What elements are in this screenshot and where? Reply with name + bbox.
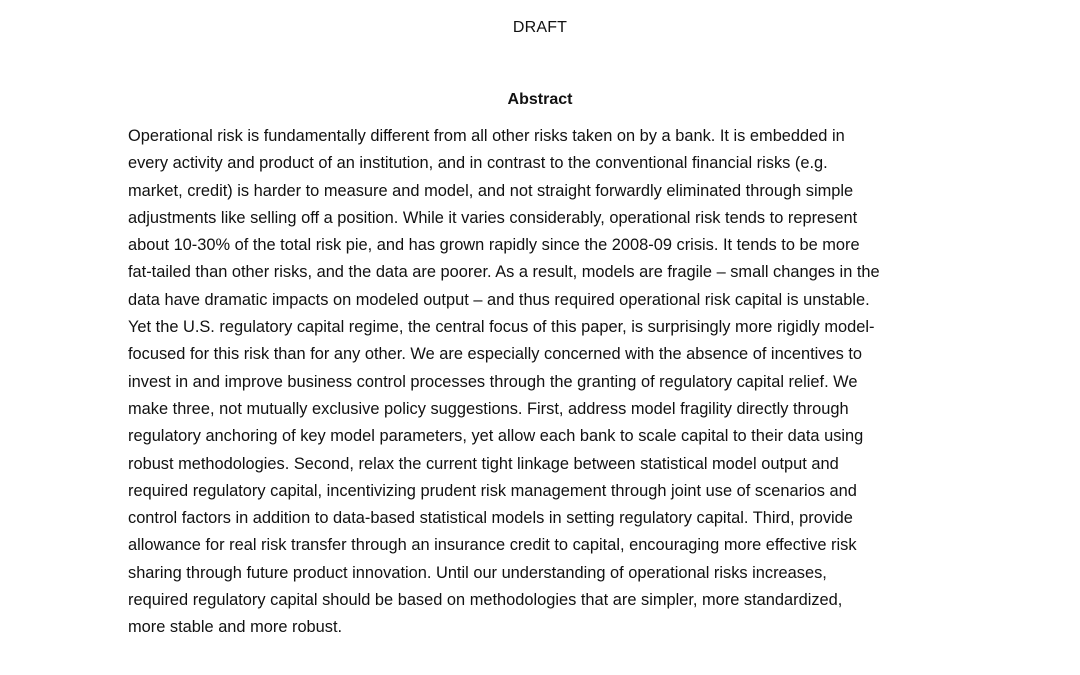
abstract-line: focused for this risk than for any other. We are especially concerned with the absence of incentives to — [128, 345, 863, 364]
abstract-title: Abstract — [507, 91, 573, 108]
abstract-line: make three, not mutually exclusive policy suggestions. First, address model fragility directly through — [128, 399, 849, 418]
abstract-line: regulatory anchoring of key model parameters, yet allow each bank to scale capital to their data using — [128, 427, 864, 446]
abstract-line: robust methodologies. Second, relax the current tight linkage between statistical model output and — [128, 454, 839, 473]
abstract-line: more stable and more robust. — [128, 618, 343, 637]
abstract-line: invest in and improve business control processes through the granting of regulatory capital relief. We — [128, 372, 858, 391]
abstract-line: control factors in addition to data-based statistical models in setting regulatory capital. Third, provide — [128, 509, 853, 528]
abstract-line: required regulatory capital should be based on methodologies that are simpler, more standardized, — [128, 591, 843, 610]
abstract-line: Yet the U.S. regulatory capital regime, the central focus of this paper, is surprisingly more rigidly model- — [128, 318, 875, 337]
abstract-line: Operational risk is fundamentally different from all other risks taken on by a bank. It is embedded in — [128, 127, 845, 145]
abstract-line: about 10-30% of the total risk pie, and has grown rapidly since the 2008-09 crisis. It tends to be more — [128, 236, 860, 255]
draft-header: DRAFT — [512, 19, 568, 36]
abstract-line: every activity and product of an institution, and in contrast to the conventional financial risks (e.g. — [128, 154, 828, 173]
abstract-line: market, credit) is harder to measure and model, and not straight forwardly eliminated through simple — [128, 181, 854, 200]
abstract-line: allowance for real risk transfer through an insurance credit to capital, encouraging more effective risk — [128, 536, 857, 555]
abstract-line: fat-tailed than other risks, and the data are poorer. As a result, models are fragile – small changes in the — [128, 263, 880, 282]
abstract-line: required regulatory capital, incentivizing prudent risk management through joint use of scenarios and — [128, 481, 857, 500]
abstract-line: adjustments like selling off a position. While it varies considerably, operational risk tends to represent — [128, 208, 858, 227]
abstract-body — [128, 123, 958, 642]
abstract-line: data have dramatic impacts on modeled output – and thus required operational risk capital is unstable. — [128, 290, 870, 309]
abstract-line: sharing through future product innovation. Until our understanding of operational risks increases, — [128, 563, 827, 582]
